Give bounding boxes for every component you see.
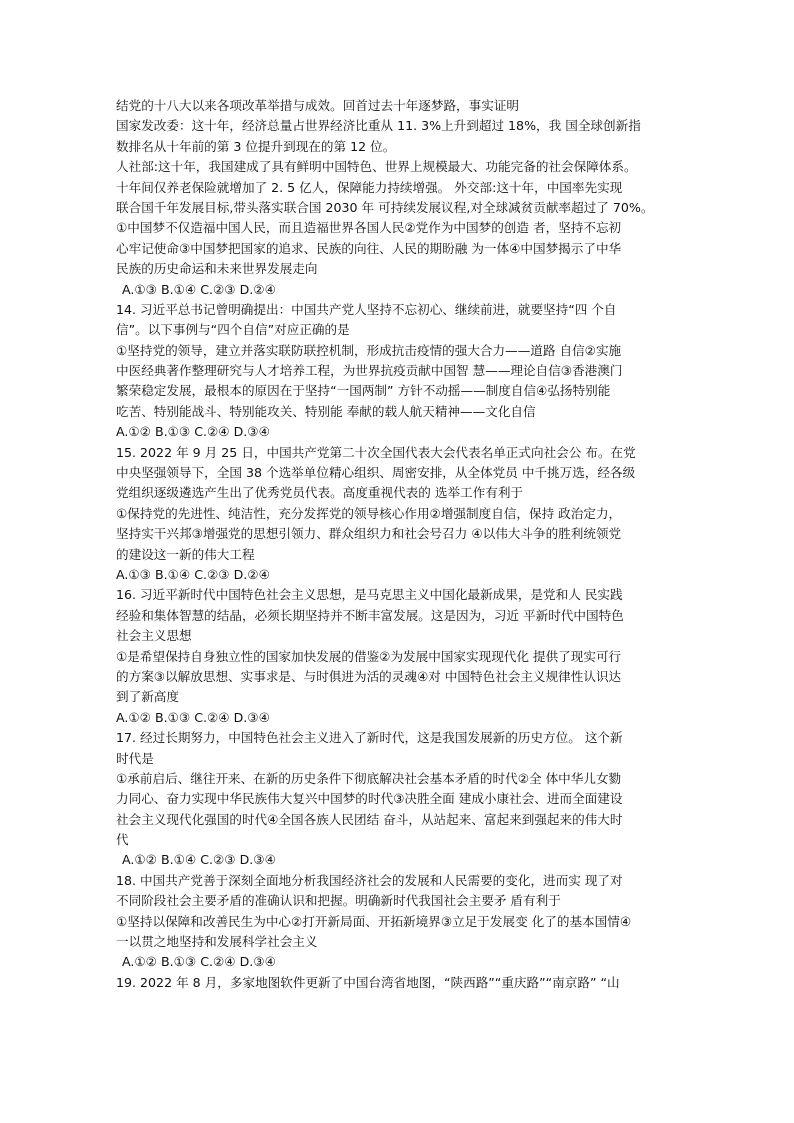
text-line: 不同阶段社会主要矛盾的准确认识和把握。明确新时代我国社会主要矛 盾有利于 (116, 893, 561, 909)
text-line: ①中国梦不仅造福中国人民，而且造福世界各国人民②党作为中国梦的创造 者，坚持不忘初 (116, 220, 622, 236)
text-line: 结党的十八大以来各项改革举措与成效。回首过去十年逐梦路，事实证明 (116, 98, 519, 113)
question-14 (116, 300, 682, 443)
text-line: ①坚持党的领导，建立并落实联防联控机制，形成抗击疫情的强大合力——道路 自信②实施 (116, 342, 622, 358)
text-line: 繁荣稳定发展，最根本的原因在于坚持“一国两制” 方针不动摇——制度自信④弘扬特别能 (116, 383, 611, 399)
text-line: 心牢记使命③中国梦把国家的追求、民族的向往、人民的期盼融 为一体④中国梦揭示了中华 (116, 240, 622, 256)
text-line: ①是希望保持自身独立性的国家加快发展的借鉴②为发展中国家实现现代化 提供了现实可行 (116, 648, 622, 664)
text-line: 经验和集体智慧的结晶，必须长期坚持并不断丰富发展。这是因为，习近 平新时代中国特色 (116, 607, 624, 623)
text-line: 的建设这一新的伟大工程 (116, 546, 255, 562)
question-17 (116, 728, 682, 871)
text-line: 时代是 (116, 750, 154, 766)
text-line: 国家发改委：这十年，经济总量占世界经济比重从 11. 3%上升到超过 18%，我 国全球创新指 (116, 118, 641, 134)
text-line: 的方案③以解放思想、实事求是、与时俱进为活的灵魂④对 中国特色社会主义规律性认识达 (116, 668, 622, 684)
question-stem: 15. 2022 年 9 月 25 日，中国共产党第二十次全国代表大会代表名单正式向社会公 布。在党 (116, 444, 636, 460)
answer-options: A.①③ B.①④ C.②③ D.②④ (116, 566, 270, 582)
text-line: 十年间仅养老保险就增加了 2. 5 亿人，保障能力持续增强。 外交部:这十年，中国率先实现 (116, 179, 623, 195)
text-line: 代 (116, 832, 129, 848)
text-line: 人社部:这十年，我国建成了具有鲜明中国特色、世界上规模最大、功能完备的社会保障体系。 (116, 159, 637, 175)
answer-options: A.①② B.①③ C.②④ D.③④ (116, 424, 270, 440)
text-line: 民族的历史命运和未来世界发展走向 (116, 261, 318, 277)
question-18 (116, 871, 682, 973)
text-line: 党组织逐级遴选产生出了优秀党员代表。高度重视代表的 选举工作有利于 (116, 485, 524, 501)
text-line: 坚持实干兴邦③增强党的思想引领力、群众组织力和社会号召力 ④以伟大斗争的胜利统领党 (116, 526, 622, 542)
answer-options: A.①② B.①④ C.②③ D.③④ (122, 852, 276, 868)
question-stem: 16. 习近平新时代中国特色社会主义思想，是马克思主义中国化最新成果，是党和人 民实践 (116, 587, 623, 603)
answer-options: A.①② B.①③ C.②④ D.③④ (116, 709, 270, 725)
text-line: ①承前启后、继往开来、在新的历史条件下彻底解决社会基本矛盾的时代②全 体中华儿女勠 (116, 770, 622, 786)
question-15 (116, 443, 682, 586)
answer-options: A.①② B.①③ C.②④ D.③④ (122, 954, 276, 970)
question-19 (116, 973, 682, 993)
text-line: 力同心、奋力实现中华民族伟大复兴中国梦的时代③决胜全面 建成小康社会、进而全面建设 (116, 791, 623, 807)
text-line: 中央坚强领导下，全国 38 个选举单位精心组织、周密安排，从全体党员 中千挑万选，经各级 (116, 465, 636, 481)
question-stem: 17. 经过长期努力，中国特色社会主义进入了新时代，这是我国发展新的历史方位。 这个新 (116, 730, 623, 746)
text-line: 社会主义思想 (116, 628, 192, 644)
question-stem: 18. 中国共产党善于深刻全面地分析我国经济社会的发展和人民需要的变化，进而实 现了对 (116, 872, 623, 888)
text-line: 吃苦、特别能战斗、特别能攻关、特别能 奉献的载人航天精神——文化自信 (116, 403, 536, 419)
text-line: 数排名从十年前的第 3 位提升到现在的第 12 位。 (116, 138, 396, 154)
text-line: 一以贯之地坚持和发展科学社会主义 (116, 934, 318, 950)
text-line: 联合国千年发展目标,带头落实联合国 2030 年 可持续发展议程,对全球减贫贡献率超过了 70%。 (116, 199, 654, 215)
text-line: 社会主义现代化强国的时代④全国各族人民团结 奋斗，从站起来、富起来到强起来的伟大时 (116, 811, 623, 827)
text-line: 信”。以下事例与“四个自信”对应正确的是 (116, 322, 350, 338)
text-line: 到了新高度 (116, 689, 179, 705)
answer-options: A.①③ B.①④ C.②③ D.②④ (122, 281, 276, 297)
question-13-continued (116, 96, 682, 300)
question-stem: 19. 2022 年 8 月，多家地图软件更新了中国台湾省地图，“陕西路”“重庆路”“南京路” “山 (116, 974, 620, 990)
exam-page (116, 96, 682, 993)
text-line: ①坚持以保障和改善民生为中心②打开新局面、开拓新境界③立足于发展变 化了的基本国情④ (116, 913, 632, 929)
question-stem: 14. 习近平总书记曾明确提出：中国共产党人坚持不忘初心、继续前进，就要坚持“四 个自 (116, 301, 617, 317)
question-16 (116, 585, 682, 728)
text-line: ①保持党的先进性、纯洁性，充分发挥党的领导核心作用②增强制度自信，保持 政治定力， (116, 505, 622, 521)
text-line: 中医经典著作整理研究与人才培养工程，为世界抗疫贡献中国智 慧——理论自信③香港澳门 (116, 363, 623, 379)
